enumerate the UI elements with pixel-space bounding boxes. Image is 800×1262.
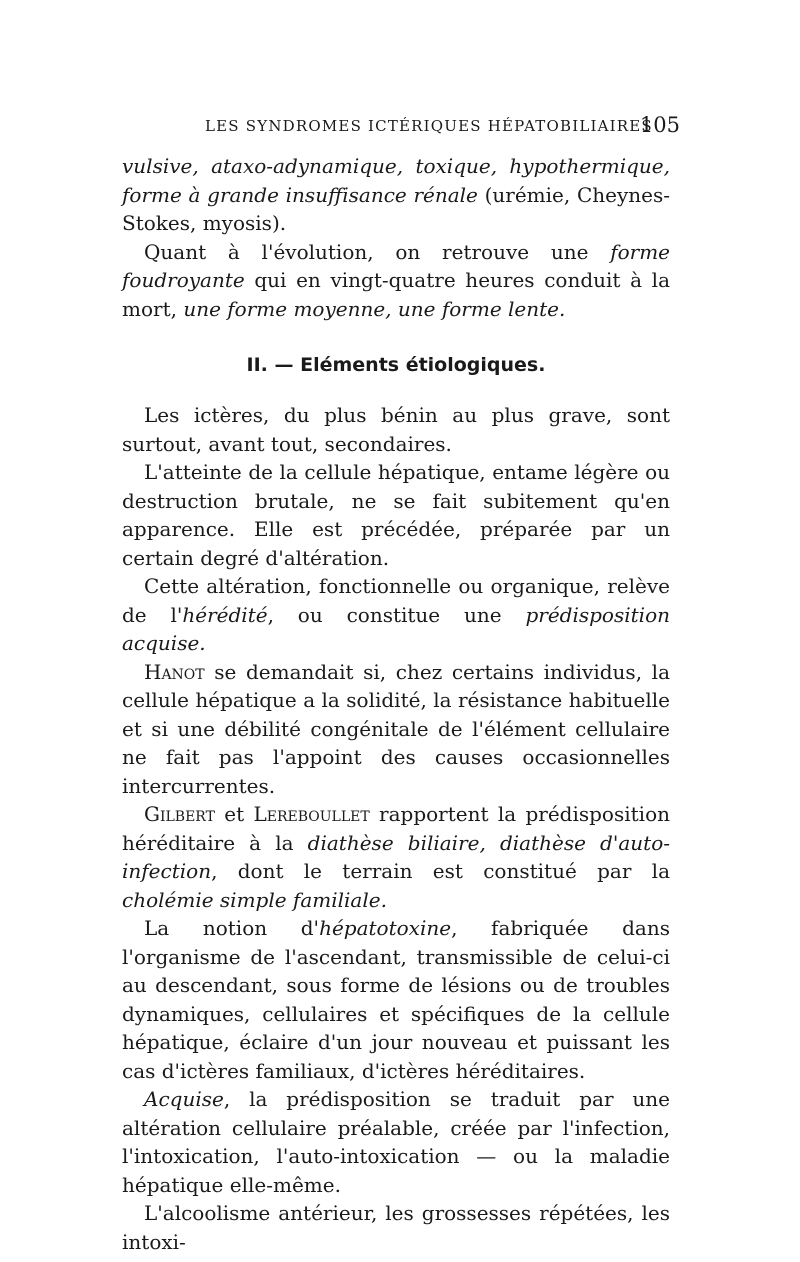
section-number: II. — [246, 354, 268, 376]
page-number: 105 — [639, 113, 680, 137]
text-run: La notion d' — [144, 916, 320, 940]
italic-text: hérédité — [182, 602, 268, 627]
text-run: , dont le terrain est constitué par la — [211, 859, 670, 883]
italic-text: hépatotoxine — [319, 916, 452, 940]
text-run: , ou constitue une — [267, 602, 526, 627]
page-body — [122, 152, 670, 1256]
text-run: rapportent la prédisposition héréditaire à la — [122, 802, 670, 855]
paragraph — [122, 1085, 670, 1199]
text-run: Cette altération, fonctionnelle ou organique, relève de l' — [122, 574, 670, 627]
paragraph — [122, 572, 670, 658]
italic-text: prédisposition acquise. — [122, 602, 670, 655]
paragraph — [122, 658, 670, 801]
text-run: (urémie, Cheynes-Stokes, myosis). — [122, 182, 670, 235]
paragraph — [122, 800, 670, 914]
text-run: , fabriquée dans l'organisme de l'ascendant, transmissible de celui-ci au descendant, sous forme de lésions ou de troubles dynamiques, cellulaires et spécifiques de la cellule hépatique, éclaire d'un jour nouveau et puissant les cas d'ictères familiaux, d'ictères héréditaires. — [122, 916, 671, 1083]
italic-text: Acquise — [144, 1087, 224, 1111]
running-head — [205, 113, 680, 139]
author-name: Lereboullet — [253, 802, 370, 826]
text-run: Quant à l'évolution, on retrouve une — [144, 239, 611, 264]
italic-text: forme foudroyante — [122, 239, 670, 292]
paragraph-continuation — [122, 152, 670, 238]
paragraph — [122, 914, 670, 1085]
paragraph: Les ictères, du plus bénin au plus grave, sont surtout, avant tout, secondaires. — [122, 403, 670, 456]
paragraph: L'alcoolisme antérieur, les grossesses répétées, les intoxi- — [122, 1201, 670, 1254]
italic-text: vulsive, ataxo-adynamique, toxique, hypothermique, forme à grande insuffisance rénale — [122, 154, 670, 207]
section-dash: — — [267, 354, 301, 376]
spacer — [122, 323, 670, 351]
italic-text: cholémie simple familiale. — [122, 887, 387, 912]
italic-text: une forme moyenne, une forme lente. — [183, 296, 566, 321]
text-run: qui en vingt-quatre heures conduit à la mort, — [122, 268, 670, 321]
author-name: Hanot — [144, 659, 205, 684]
text-run: se demandait si, chez certains individus, la cellule hépatique a la solidité, la résistance habituelle et si une débilité congénitale de l'élément cellulaire ne fait pas l'appoint des causes occasionnelles intercurrentes. — [122, 659, 670, 798]
text-run: et — [214, 802, 254, 826]
paragraph: L'atteinte de la cellule hépatique, entame légère ou destruction brutale, ne se fait subitement qu'en apparence. Elle est précédée, préparée par un certain degré d'altération. — [122, 460, 670, 570]
italic-text: diathèse biliaire, diathèse d'auto-infection — [122, 830, 670, 883]
paragraph-evolution — [122, 238, 670, 324]
section-title: Eléments étiologiques. — [300, 354, 546, 376]
spacer — [122, 381, 670, 401]
section-heading — [122, 351, 670, 381]
running-head-title: LES SYNDROMES ICTÉRIQUES HÉPATOBILIAIRES — [205, 117, 653, 135]
text-run: , la prédisposition se traduit par une altération cellulaire préalable, créée par l'infection, l'intoxication, l'auto-intoxication — ou la maladie hépatique elle-même. — [122, 1087, 670, 1197]
author-name: Gilbert — [144, 802, 215, 826]
